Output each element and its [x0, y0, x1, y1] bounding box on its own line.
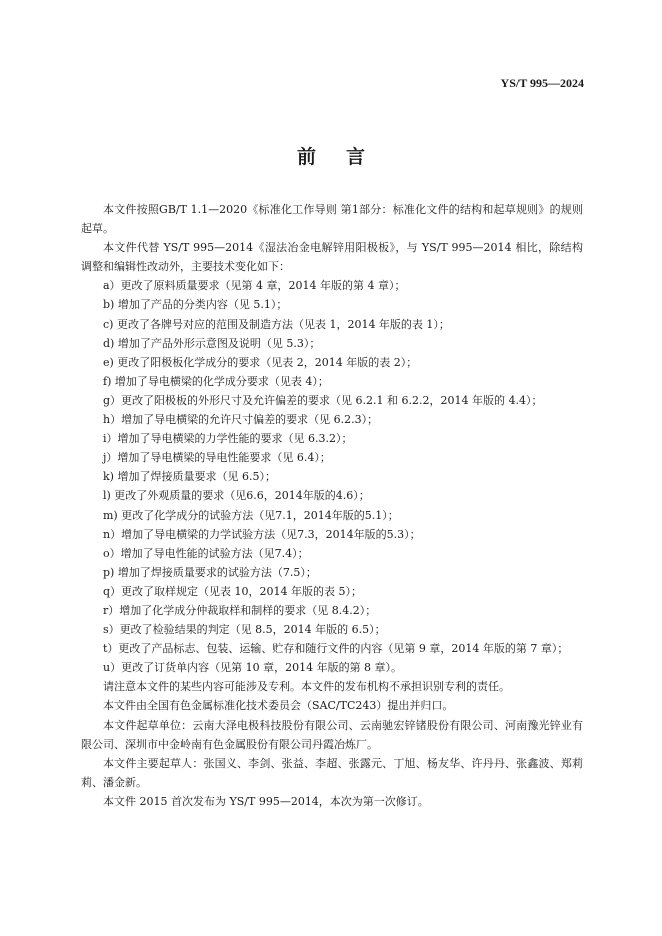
list-item: f) 增加了导电横梁的化学成分要求（见表 4）； [103, 374, 329, 388]
list-item: s）更改了检验结果的判定（见 8.5，2014 年版的 6.5）； [103, 623, 386, 637]
list-item: d) 增加了产品外形示意图及说明（见 5.3）； [103, 336, 321, 350]
list-item: t）更改了产品标志、包装、运输、贮存和随行文件的内容（见第 9 章，2014 年版的第 7 章）； [103, 642, 569, 656]
intro-paragraph-replacement: 本文件代替 YS/T 995—2014《湿法冶金电解锌用阳极板》，与 YS/T 995—2014 相比，除结构调整和编辑性改动外，主要技术变化如下： [81, 241, 583, 274]
publication-history: 本文件 2015 首次发布为 YS/T 995—2014，本次为第一次修订。 [103, 794, 429, 808]
list-item: q）更改了取样规定（见表 10，2014 年版的表 5）； [103, 584, 363, 598]
list-item: k) 增加了焊接质量要求（见 6.5）； [103, 470, 276, 484]
intro-paragraph-drafting-rules: 本文件按照GB/T 1.1—2020《标准化工作导则 第1部分：标准化文件的结构和起草规则》的规则起草。 [81, 203, 583, 236]
list-item: c) 更改了各牌号对应的范围及制造方法（见表 1，2014 年版的表 1）； [103, 317, 450, 331]
drafting-organizations: 本文件起草单位：云南大泽电极科技股份有限公司、云南驰宏锌锗股份有限公司、河南豫光锌业有限公司、深圳市中金岭南有色金属股份有限公司丹霞冶炼厂。 [81, 718, 583, 751]
list-item: l) 更改了外观质量的要求（见6.6，2014年版的4.6）； [103, 489, 370, 503]
list-item: b) 增加了产品的分类内容（见 5.1）； [103, 298, 288, 312]
technical-changes-list [81, 276, 583, 677]
list-item: i）增加了导电横梁的力学性能的要求（见 6.3.2）； [103, 432, 353, 446]
list-item: a）更改了原料质量要求（见第 4 章，2014 年版的第 4 章）； [103, 279, 406, 293]
main-drafters: 本文件主要起草人：张国义、李剑、张益、李超、张露元、丁旭、杨友华、许丹丹、张鑫波、郑莉莉、潘金新。 [81, 756, 583, 789]
foreword-body [81, 200, 583, 811]
patent-notice: 请注意本文件的某些内容可能涉及专利。本文件的发布机构不承担识别专利的责任。 [103, 680, 510, 694]
document-code: YS/T 995—2024 [500, 76, 584, 90]
list-item: g）更改了阳极板的外形尺寸及允许偏差的要求（见 6.2.1 和 6.2.2，2014 年版的 4.4）； [103, 393, 543, 407]
list-item: r）增加了化学成分仲裁取样和制样的要求（见 8.4.2）； [103, 603, 377, 617]
list-item: j）增加了导电横梁的导电性能要求（见 6.4）； [103, 451, 331, 465]
list-item: u）更改了订货单内容（见第 10 章，2014 年版的第 8 章）。 [103, 661, 403, 675]
list-item: e) 更改了阳极板化学成分的要求（见表 2，2014 年版的表 2）； [103, 355, 418, 369]
proposing-committee: 本文件由全国有色金属标准化技术委员会（SAC/TC243）提出并归口。 [103, 699, 454, 713]
list-item: p) 增加了焊接质量要求的试验方法（7.5）； [103, 565, 317, 579]
page-title: 前言 [296, 146, 395, 168]
list-item: n）增加了导电横梁的力学试验方法（见7.3，2014年版的5.3）； [103, 527, 421, 541]
list-item: h）增加了导电横梁的允许尺寸偏差的要求（见 6.2.3）； [103, 413, 379, 427]
list-item: o）增加了导电性能的试验方法（见7.4）； [103, 546, 309, 560]
list-item: m) 更改了化学成分的试验方法（见7.1，2014年版的5.1）； [103, 508, 399, 522]
